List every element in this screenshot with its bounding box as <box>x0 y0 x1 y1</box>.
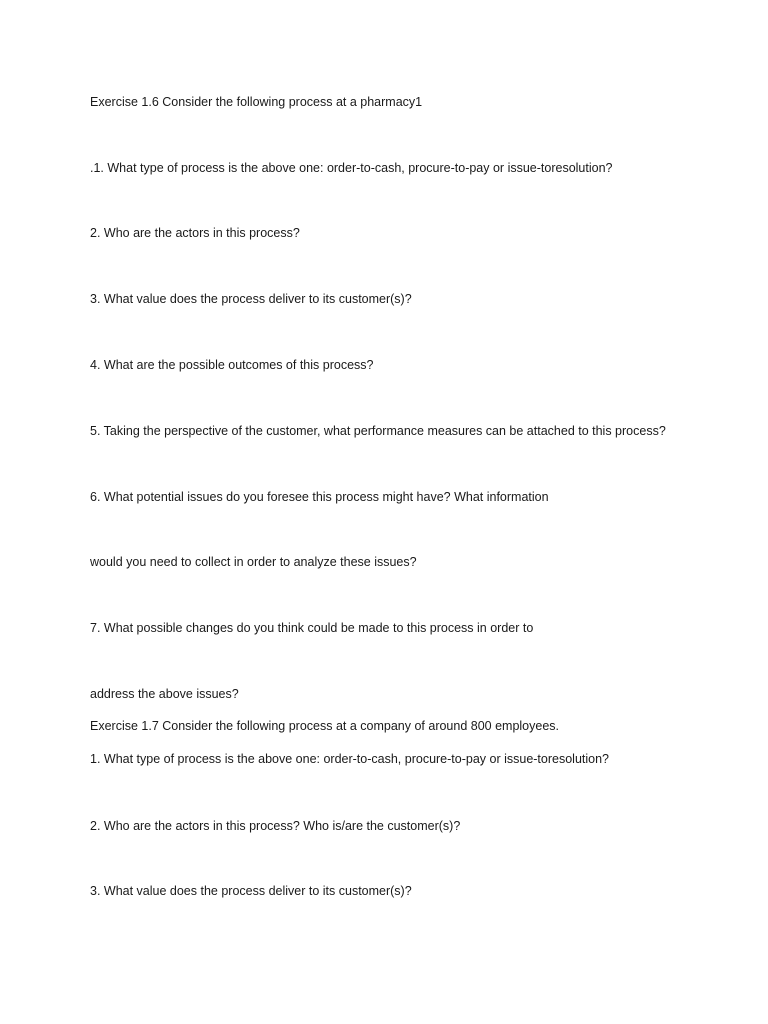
exercise-1-7-heading: Exercise 1.7 Consider the following process at a company of around 800 employees. <box>90 719 560 733</box>
exercise-1-6-heading: Exercise 1.6 Consider the following process at a pharmacy1 <box>90 95 423 109</box>
question-line: 1. What type of process is the above one: order-to-cash, procure-to-pay or issue-toresolution? <box>90 752 610 766</box>
question-line: 5. Taking the perspective of the customer, what performance measures can be attached to this process? <box>90 424 666 438</box>
question-line: 6. What potential issues do you foresee this process might have? What information <box>90 490 549 504</box>
question-line: address the above issues? <box>90 687 239 701</box>
question-line: 4. What are the possible outcomes of this process? <box>90 358 374 372</box>
question-line: 3. What value does the process deliver to its customer(s)? <box>90 884 412 898</box>
question-line: 7. What possible changes do you think could be made to this process in order to <box>90 621 534 635</box>
question-line: 2. Who are the actors in this process? Who is/are the customer(s)? <box>90 819 461 833</box>
question-line: would you need to collect in order to analyze these issues? <box>90 555 417 569</box>
question-line: 2. Who are the actors in this process? <box>90 226 300 240</box>
question-line: 3. What value does the process deliver to its customer(s)? <box>90 292 412 306</box>
question-line: .1. What type of process is the above one: order-to-cash, procure-to-pay or issue-toresolution? <box>90 161 613 175</box>
